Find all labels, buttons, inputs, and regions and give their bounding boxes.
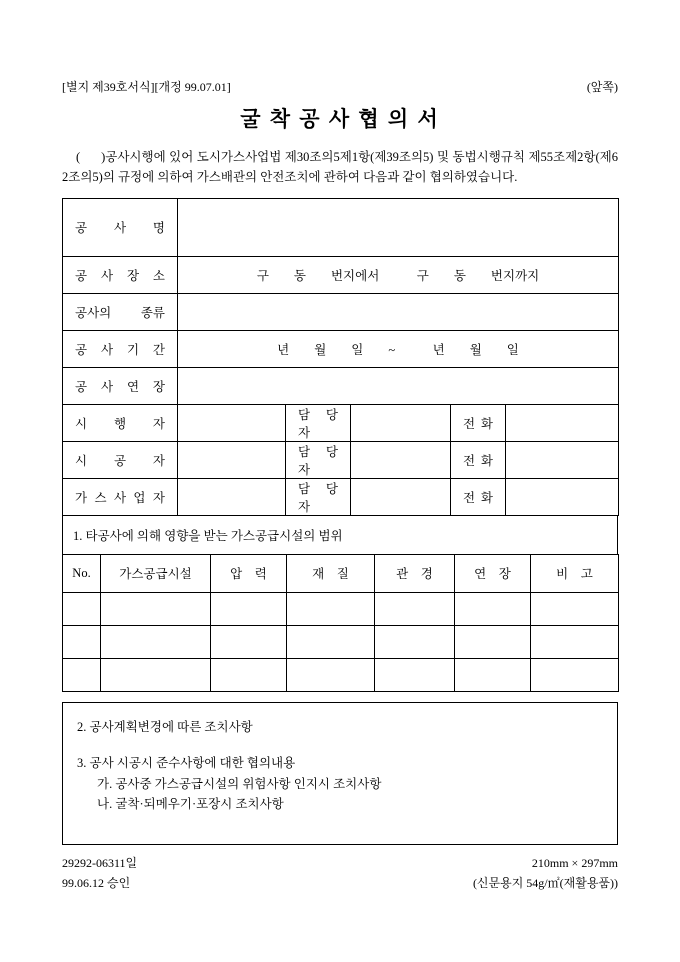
empty-cell bbox=[211, 625, 287, 658]
row-value bbox=[178, 198, 619, 256]
section3-title: 3. 공사 시공시 준수사항에 대한 협의내용 bbox=[77, 755, 296, 770]
table-row-construction-period bbox=[63, 330, 619, 367]
row-value: 년 월 일 ~ 년 월 일 bbox=[178, 330, 619, 367]
manager-label: 담 당 자 bbox=[286, 404, 351, 441]
empty-cell bbox=[287, 625, 375, 658]
row-value bbox=[178, 367, 619, 404]
intro-paragraph: ( )공사시행에 있어 도시가스사업법 제30조의5제1항(제39조의5) 및 동법시행규칙 제55조제2항(제62조의5)의 규정에 의하여 가스배관의 안전조치에 관하여 다음과 같이 협의하였습니다. bbox=[62, 150, 618, 185]
col-header-no: No. bbox=[63, 554, 101, 592]
side-label: (앞쪽) bbox=[586, 80, 618, 94]
row-label: 가 스 사 업 자 bbox=[63, 478, 178, 515]
empty-cell bbox=[455, 625, 531, 658]
empty-cell bbox=[101, 625, 211, 658]
approval-date: 99.06.12 승인 bbox=[62, 875, 131, 890]
table-row-construction-site bbox=[63, 256, 619, 293]
empty-cell bbox=[63, 592, 101, 625]
form-reference: [별지 제39호서식][개정 99.07.01] bbox=[62, 80, 231, 94]
empty-cell bbox=[101, 592, 211, 625]
section1-title: 1. 타공사에 의해 영향을 받는 가스공급시설의 범위 bbox=[62, 516, 618, 554]
col-header-remarks: 비 고 bbox=[531, 554, 619, 592]
phone-label: 전 화 bbox=[451, 404, 506, 441]
manager-value-cell bbox=[351, 478, 451, 515]
empty-cell bbox=[375, 625, 455, 658]
empty-cell bbox=[531, 658, 619, 691]
section3-sub-b: 나. 굴착·되메우기·포장시 조치사항 bbox=[97, 796, 284, 811]
table-row-contractor bbox=[63, 441, 619, 478]
manager-label: 담 당 자 bbox=[286, 478, 351, 515]
empty-cell bbox=[375, 592, 455, 625]
document-number: 29292-06311일 bbox=[62, 855, 138, 870]
table-row-construction-name bbox=[63, 198, 619, 256]
facility-table-empty-row bbox=[63, 625, 619, 658]
contractor-value-cell bbox=[178, 441, 286, 478]
phone-label: 전 화 bbox=[451, 478, 506, 515]
manager-label: 담 당 자 bbox=[286, 441, 351, 478]
row-label: 시 행 자 bbox=[63, 404, 178, 441]
manager-value-cell bbox=[351, 441, 451, 478]
row-value: 구 동 번지에서 구 동 번지까지 bbox=[178, 256, 619, 293]
row-label: 공 사 장 소 bbox=[63, 256, 178, 293]
empty-cell bbox=[455, 658, 531, 691]
main-info-table bbox=[62, 198, 619, 516]
table-row-construction-type bbox=[63, 293, 619, 330]
table-row-executor bbox=[63, 404, 619, 441]
col-header-diameter: 관 경 bbox=[375, 554, 455, 592]
empty-cell bbox=[63, 658, 101, 691]
gas-facility-table bbox=[62, 554, 619, 692]
section2-title: 2. 공사계획변경에 따른 조치사항 bbox=[77, 719, 253, 734]
facility-table-header-row bbox=[63, 554, 619, 592]
empty-cell bbox=[531, 592, 619, 625]
empty-cell bbox=[531, 625, 619, 658]
row-value bbox=[178, 293, 619, 330]
empty-cell bbox=[375, 658, 455, 691]
empty-cell bbox=[211, 592, 287, 625]
row-label: 공 사 기 간 bbox=[63, 330, 178, 367]
form-footer bbox=[62, 853, 618, 894]
footer-line-2 bbox=[62, 873, 618, 893]
empty-cell bbox=[211, 658, 287, 691]
col-header-length: 연 장 bbox=[455, 554, 531, 592]
phone-label: 전 화 bbox=[451, 441, 506, 478]
row-label: 공사의 종류 bbox=[63, 293, 178, 330]
empty-cell bbox=[63, 625, 101, 658]
table-row-gas-supplier bbox=[63, 478, 619, 515]
row-label: 공 사 연 장 bbox=[63, 367, 178, 404]
page-title: 굴 착 공 사 협 의 서 bbox=[240, 107, 440, 131]
row-label: 공 사 명 bbox=[63, 198, 178, 256]
row-label: 시 공 자 bbox=[63, 441, 178, 478]
facility-table-empty-row bbox=[63, 658, 619, 691]
executor-value-cell bbox=[178, 404, 286, 441]
phone-value-cell bbox=[506, 441, 619, 478]
col-header-pressure: 압 력 bbox=[211, 554, 287, 592]
empty-cell bbox=[455, 592, 531, 625]
paper-size: 210mm × 297mm bbox=[531, 855, 618, 870]
table-row-construction-length bbox=[63, 367, 619, 404]
manager-value-cell bbox=[351, 404, 451, 441]
empty-cell bbox=[287, 658, 375, 691]
col-header-material: 재 질 bbox=[287, 554, 375, 592]
col-header-facility: 가스공급시설 bbox=[101, 554, 211, 592]
phone-value-cell bbox=[506, 478, 619, 515]
notes-box bbox=[62, 702, 618, 845]
footer-line-1 bbox=[62, 853, 618, 873]
form-header bbox=[62, 80, 618, 95]
phone-value-cell bbox=[506, 404, 619, 441]
paper-spec: (신문용지 54g/㎡(재활용품)) bbox=[472, 875, 618, 890]
gas-supplier-value-cell bbox=[178, 478, 286, 515]
empty-cell bbox=[287, 592, 375, 625]
empty-cell bbox=[101, 658, 211, 691]
facility-table-empty-row bbox=[63, 592, 619, 625]
section3-sub-a: 가. 공사중 가스공급시설의 위험사항 인지시 조치사항 bbox=[97, 776, 382, 791]
